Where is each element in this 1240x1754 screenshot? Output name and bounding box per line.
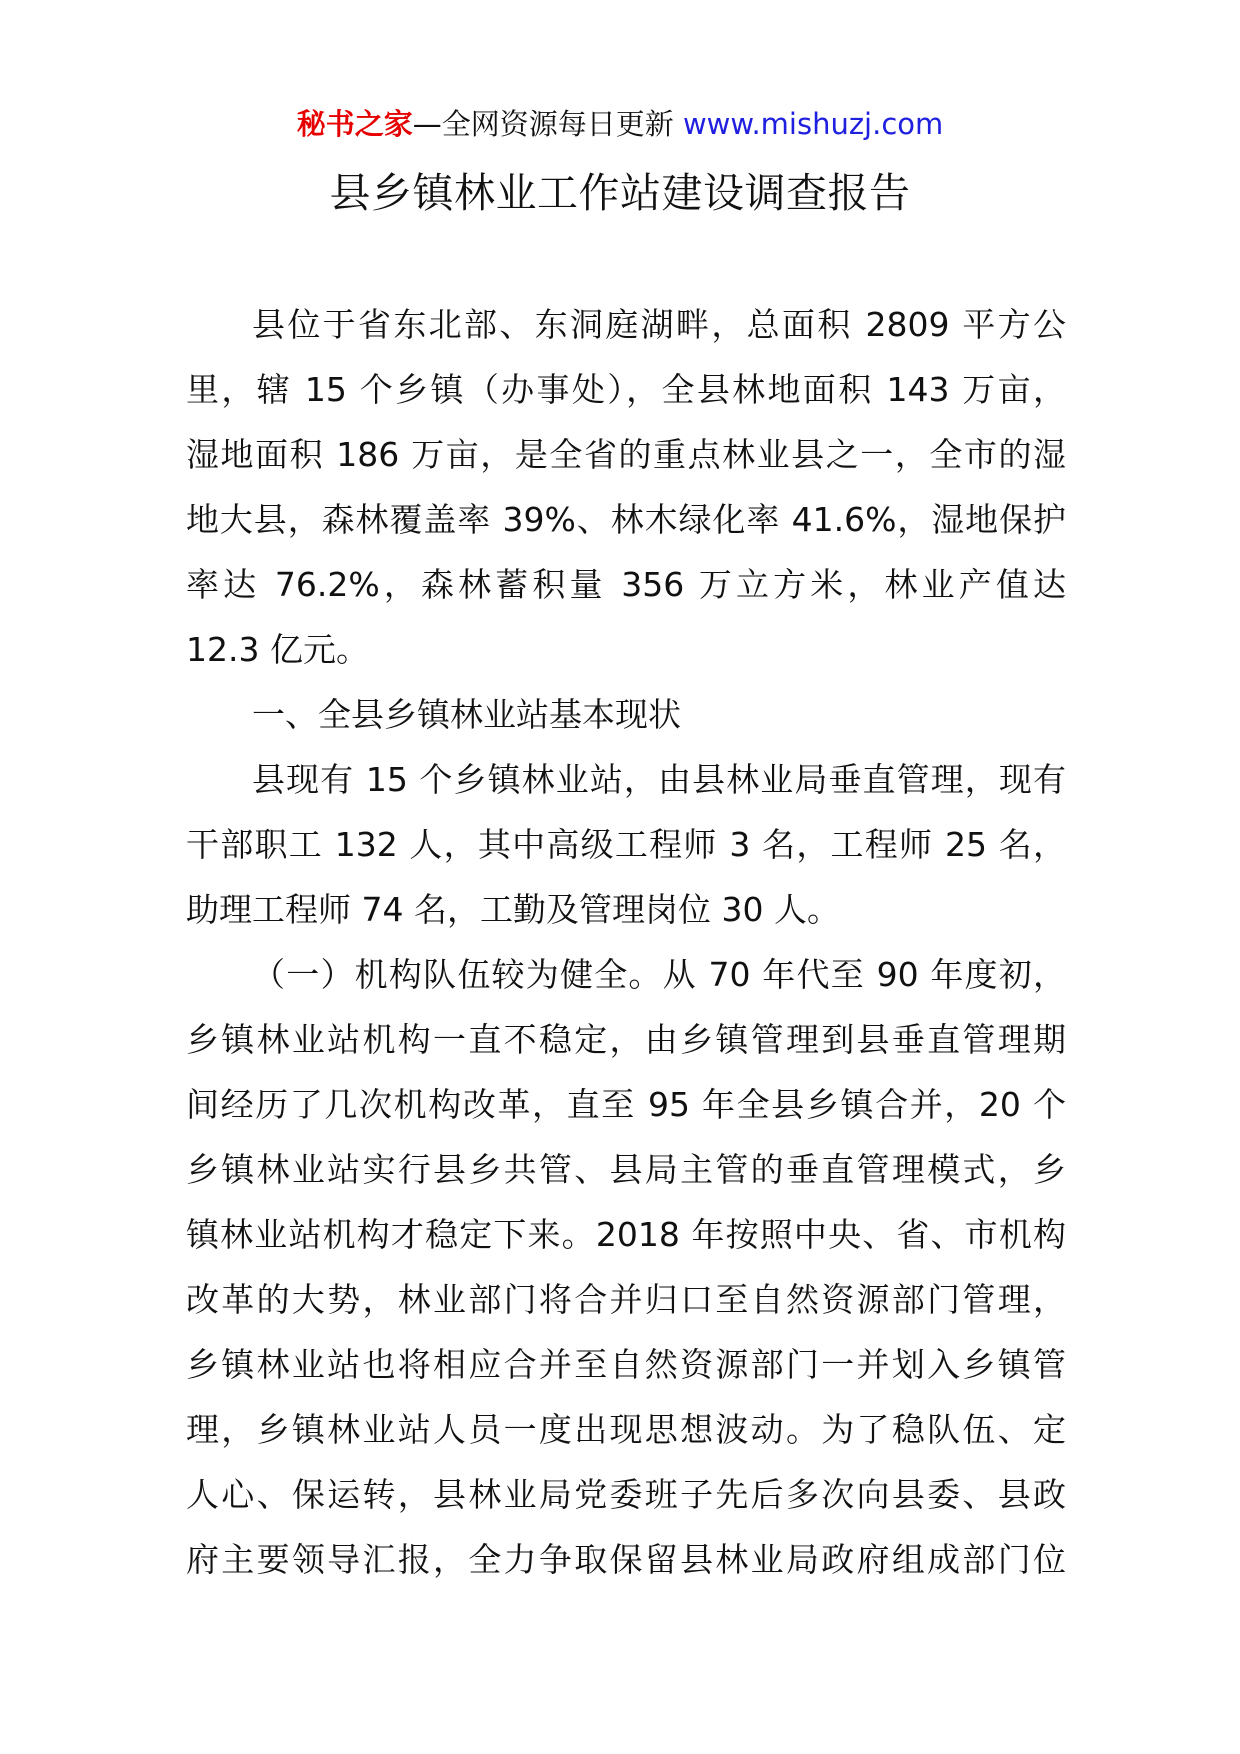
body-line: 率达 76.2%，森林蓄积量 356 万立方米，林业产值达 — [186, 565, 1066, 604]
body-line: 乡镇林业站机构一直不稳定，由乡镇管理到县垂直管理期 — [186, 1020, 1066, 1059]
body-line: 府主要领导汇报，全力争取保留县林业局政府组成部门位 — [186, 1540, 1066, 1579]
body-line: 地大县，森林覆盖率 39%、林木绿化率 41.6%，湿地保护 — [186, 500, 1066, 539]
site-url-link[interactable]: www.mishuzj.com — [682, 107, 944, 141]
body-line: 县现有 15 个乡镇林业站，由县林业局垂直管理，现有 — [252, 760, 1066, 799]
site-header — [0, 102, 1240, 146]
site-slogan: —全网资源每日更新 — [412, 107, 683, 141]
body-line: 间经历了几次机构改革，直至 95 年全县乡镇合并，20 个 — [186, 1085, 1066, 1124]
body-line: （一）机构队伍较为健全。从 70 年代至 90 年度初， — [252, 955, 1066, 994]
section-heading: 一、全县乡镇林业站基本现状 — [252, 695, 681, 734]
body-line: 里，辖 15 个乡镇（办事处），全县林地面积 143 万亩， — [186, 370, 1066, 409]
body-line: 理，乡镇林业站人员一度出现思想波动。为了稳队伍、定 — [186, 1410, 1066, 1449]
site-brand: 秘书之家 — [296, 107, 413, 141]
body-line: 湿地面积 186 万亩，是全省的重点林业县之一，全市的湿 — [186, 435, 1066, 474]
body-line: 12.3 亿元。 — [186, 630, 369, 669]
body-line: 县位于省东北部、东洞庭湖畔，总面积 2809 平方公 — [252, 305, 1066, 344]
body-line: 改革的大势，林业部门将合并归口至自然资源部门管理， — [186, 1280, 1066, 1319]
document-body — [186, 292, 1066, 1592]
body-line: 镇林业站机构才稳定下来。2018 年按照中央、省、市机构 — [186, 1215, 1066, 1254]
body-line: 人心、保运转，县林业局党委班子先后多次向县委、县政 — [186, 1475, 1066, 1514]
body-line: 乡镇林业站也将相应合并至自然资源部门一并划入乡镇管 — [186, 1345, 1066, 1384]
body-line: 助理工程师 74 名，工勤及管理岗位 30 人。 — [186, 890, 840, 929]
body-line: 乡镇林业站实行县乡共管、县局主管的垂直管理模式，乡 — [186, 1150, 1066, 1189]
body-line: 干部职工 132 人，其中高级工程师 3 名，工程师 25 名， — [186, 825, 1066, 864]
document-title: 县乡镇林业工作站建设调查报告 — [329, 169, 911, 217]
